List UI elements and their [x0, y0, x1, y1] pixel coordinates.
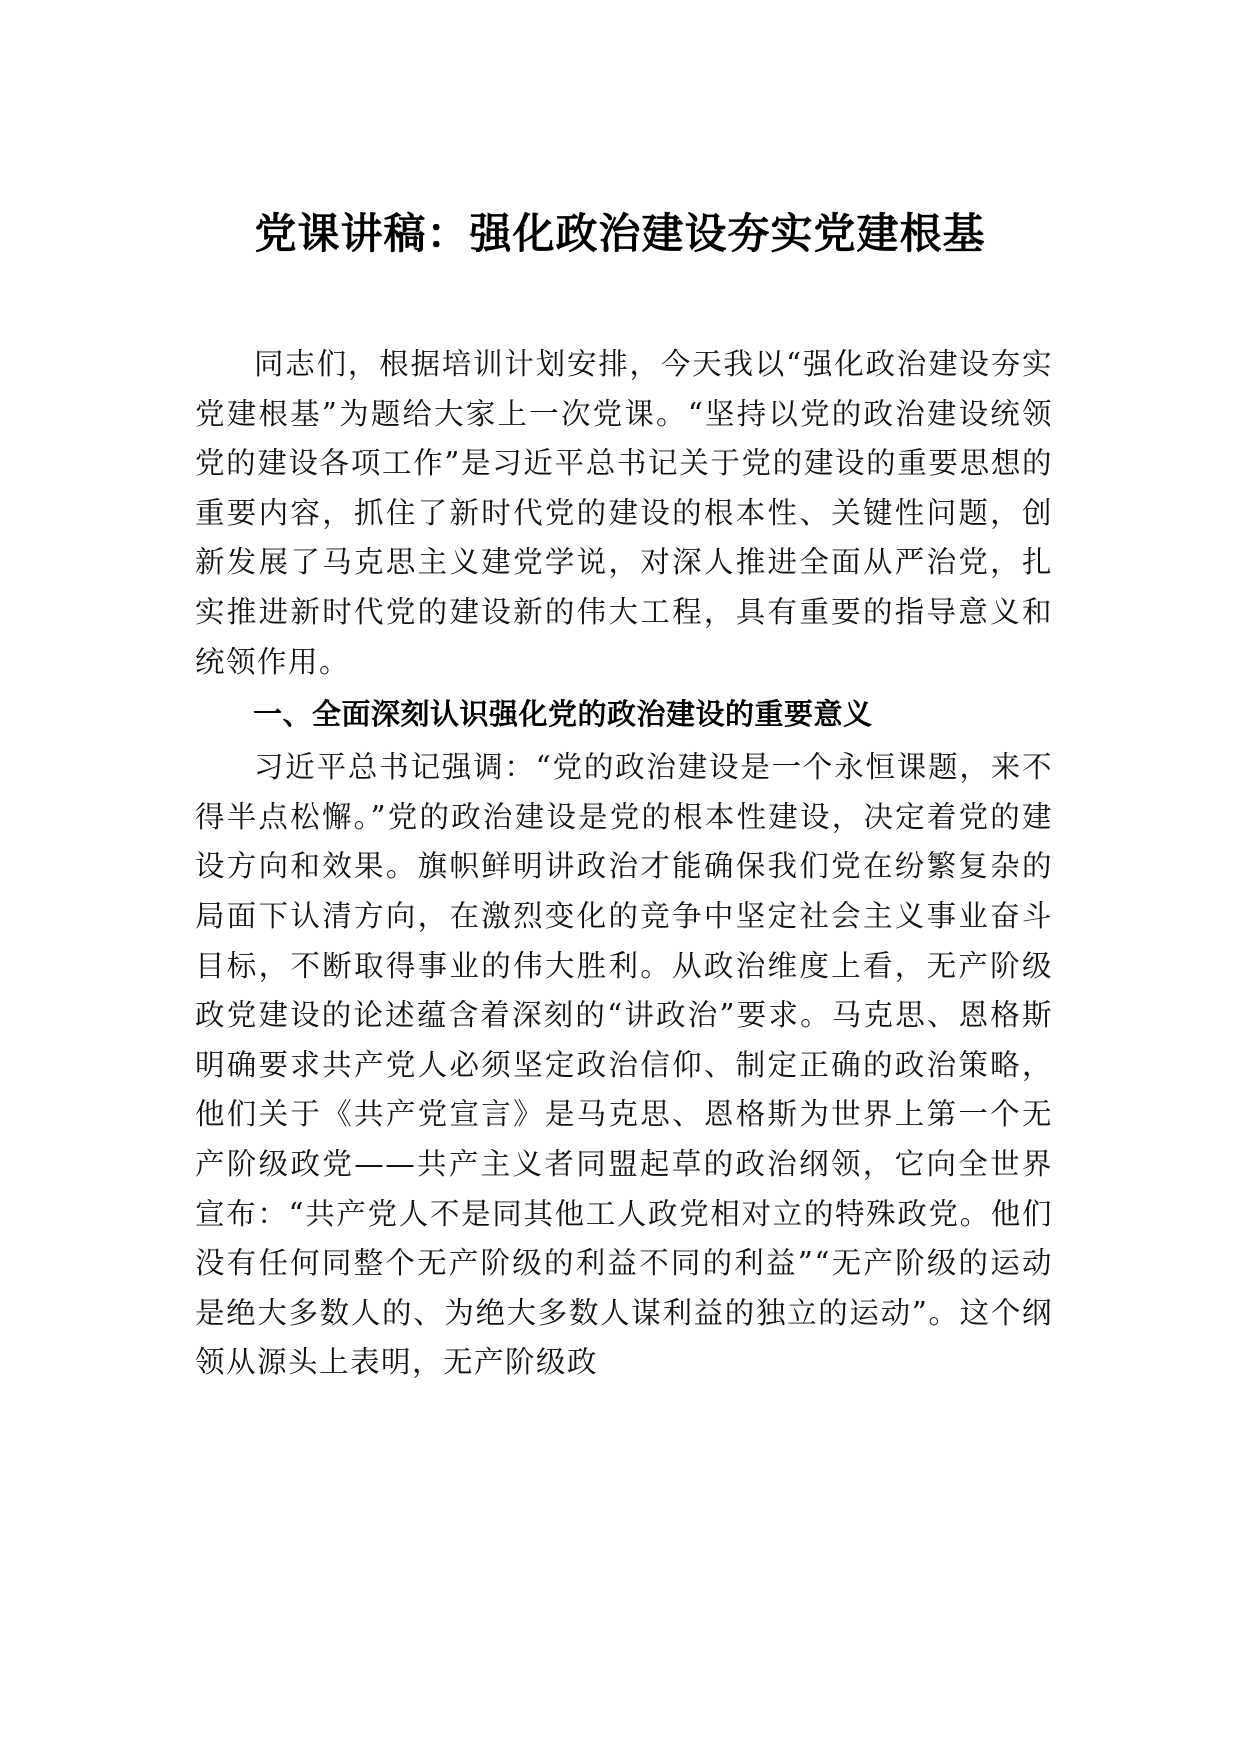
document-body — [195, 340, 1053, 1388]
intro-paragraph: 同志们，根据培训计划安排，今天我以“强化政治建设夯实党建根基”为题给大家上一次党课。“坚持以党的政治建设统领党的建设各项工作”是习近平总书记关于党的建设的重要思想的重要内容，抓住了新时代党的建设的根本性、关键性问题，创新发展了马克思主义建党学说，对深人推进全面从严治党，扎实推进新时代党的建设新的伟大工程，具有重要的指导意义和统领作用。 — [195, 347, 1053, 679]
document-title: 党课讲稿：强化政治建设夯实党建根基 — [254, 209, 986, 258]
section-1-paragraph: 习近平总书记强调：“党的政治建设是一个永恒课题，来不得半点松懈。”党的政治建设是党的根本性建设，决定着党的建设方向和效果。旗帜鲜明讲政治才能确保我们党在纷繁复杂的局面下认清方向，在激烈变化的竞争中坚定社会主义事业奋斗目标，不断取得事业的伟大胜利。从政治维度上看，无产阶级政党建设的论述蕴含着深刻的“讲政治”要求。马克思、恩格斯明确要求共产党人必须坚定政治信仰、制定正确的政治策略，他们关于《共产党宣言》是马克思、恩格斯为世界上第一个无产阶级政党——共产主义者同盟起草的政治纲领，它向全世界宣布：“共产党人不是同其他工人政党相对立的特殊政党。他们没有任何同整个无产阶级的利益不同的利益”“无产阶级的运动是绝大多数人的、为绝大多数人谋利益的独立的运动”。这个纲领从源头上表明，无产阶级政 — [195, 750, 1053, 1380]
section-heading-1: 一、全面深刻认识强化党的政治建设的重要意义 — [253, 697, 873, 732]
